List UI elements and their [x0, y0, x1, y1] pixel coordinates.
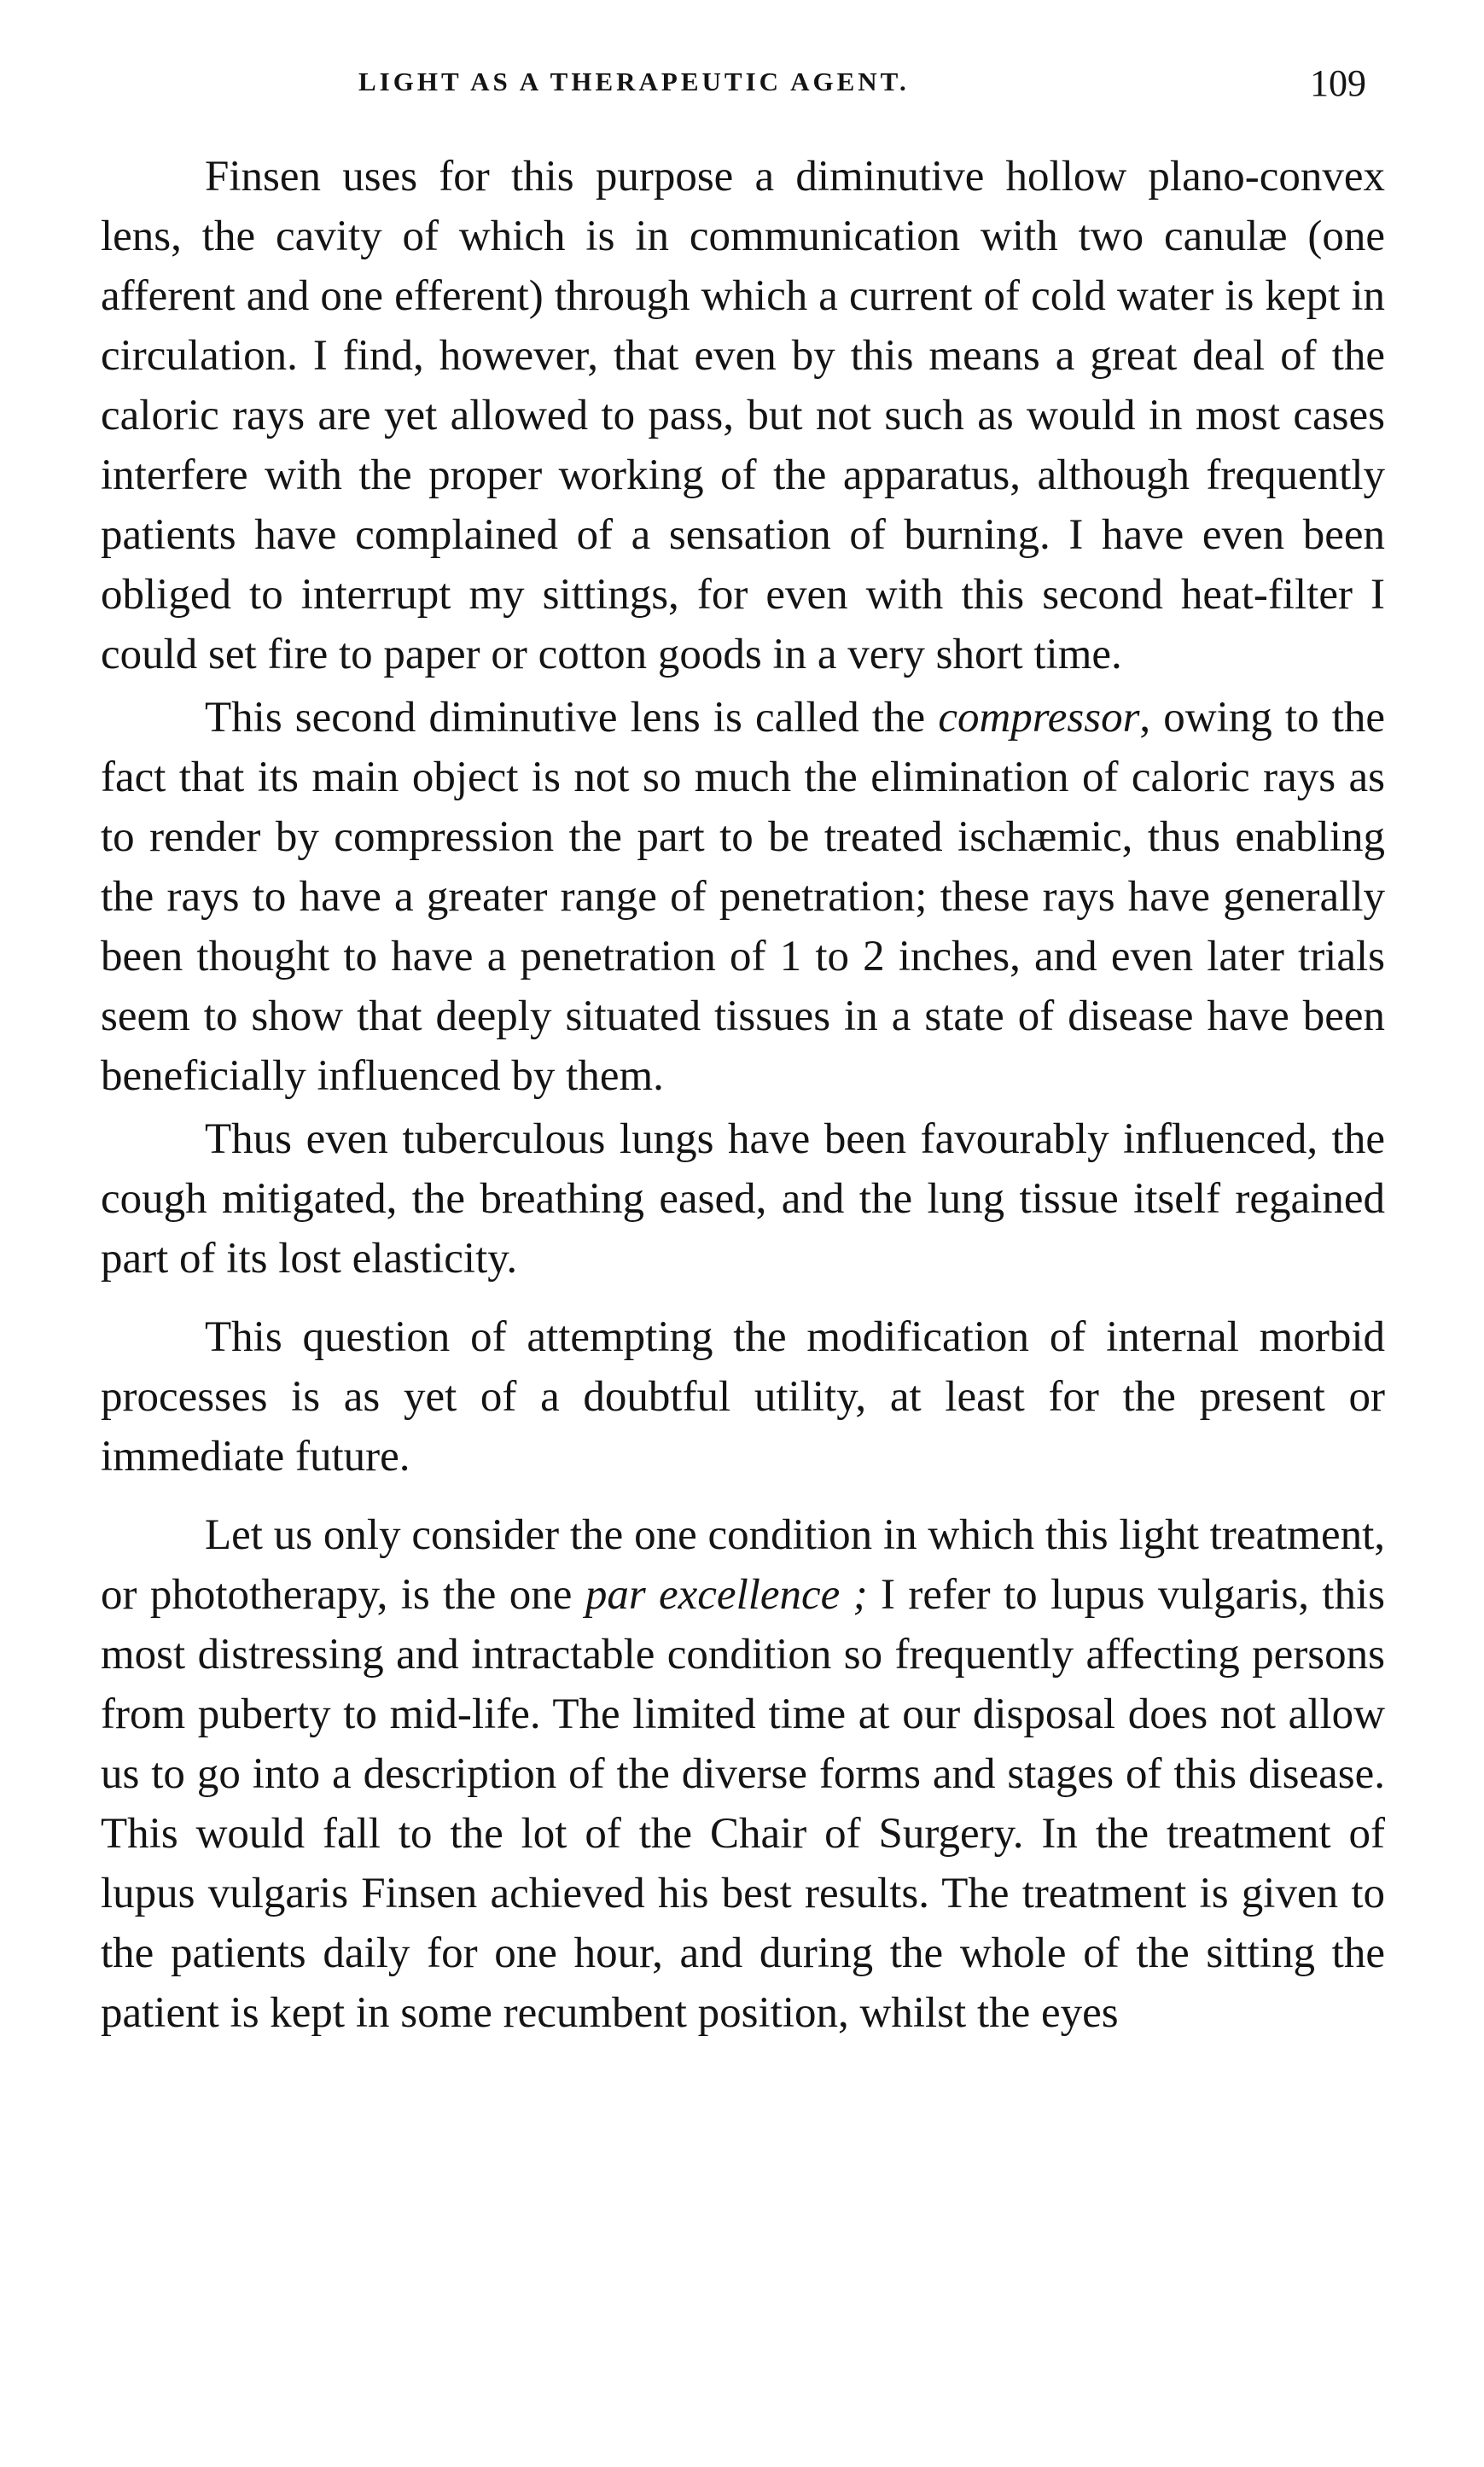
- paragraph-lupus-vulgaris: [101, 1505, 1385, 2043]
- running-head: [0, 62, 1484, 118]
- page-number: 109: [1310, 62, 1366, 104]
- compressor-term: compressor: [938, 694, 1140, 742]
- paragraph-tuberculous-lungs: Thus even tuberculous lungs have been favourably influenced, the cough mitigated, the breathing eased, and the lung tissue itself regained part of its lost elasticity.: [101, 1115, 1385, 1283]
- running-head-title: LIGHT AS A THERAPEUTIC AGENT.: [358, 67, 910, 96]
- paragraph-compressor: [101, 688, 1385, 1106]
- paragraph-compressor-text-before: This second diminutive lens is called the: [205, 694, 939, 742]
- paragraph-finsen-lens: Finsen uses for this purpose a diminutive hollow plano-convex lens, the cavity of which is in communication with two canulæ (one afferent and one efferent) through which a current of cold water is kept in circulation. I find, however, that even by this means a great deal of the caloric rays are yet allowed to pass, but not such as would in most cases interfere with the proper working of the apparatus, although frequently patients have complained of a sensation of burning. I have even been obliged to interrupt my sittings, for even with this second heat-filter I could set fire to paper or cotton goods in a very short time.: [101, 153, 1385, 678]
- paragraph-morbid-processes: This question of attempting the modification of internal morbid processes is as yet of a doubtful utility, at least for the present or immediate future.: [101, 1313, 1385, 1481]
- par-excellence-term: par excellence ;: [585, 1571, 868, 1619]
- body-text: [101, 147, 1385, 2043]
- paragraph-lupus-text-after: I refer to lupus vulgaris, this most distressing and intractable condition so frequently affecting persons from puberty to mid-life. The limited time at our disposal does not allow us to go into a description of the diverse forms and stages of this disease. This would fall to the lot of the Chair of Surgery. In the treatment of lupus vulgaris Finsen achieved his best results. The treatment is given to the patients daily for one hour, and during the whole of the sitting the patient is kept in some recumbent position, whilst the eyes: [101, 1571, 1385, 2037]
- paragraph-compressor-text-after: , owing to the fact that its main object is not so much the elimination of caloric rays as to render by compression the part to be treated ischæmic, thus enabling the rays to have a greater range of penetration; these rays have generally been thought to have a penetration of 1 to 2 inches, and even later trials seem to show that deeply situated tissues in a state of disease have been beneficially influenced by them.: [101, 694, 1385, 1100]
- paragraph-lupus-text-before: Let us only consider the one condition in which this light treatment, or phototherapy, is the one: [101, 1511, 1385, 1619]
